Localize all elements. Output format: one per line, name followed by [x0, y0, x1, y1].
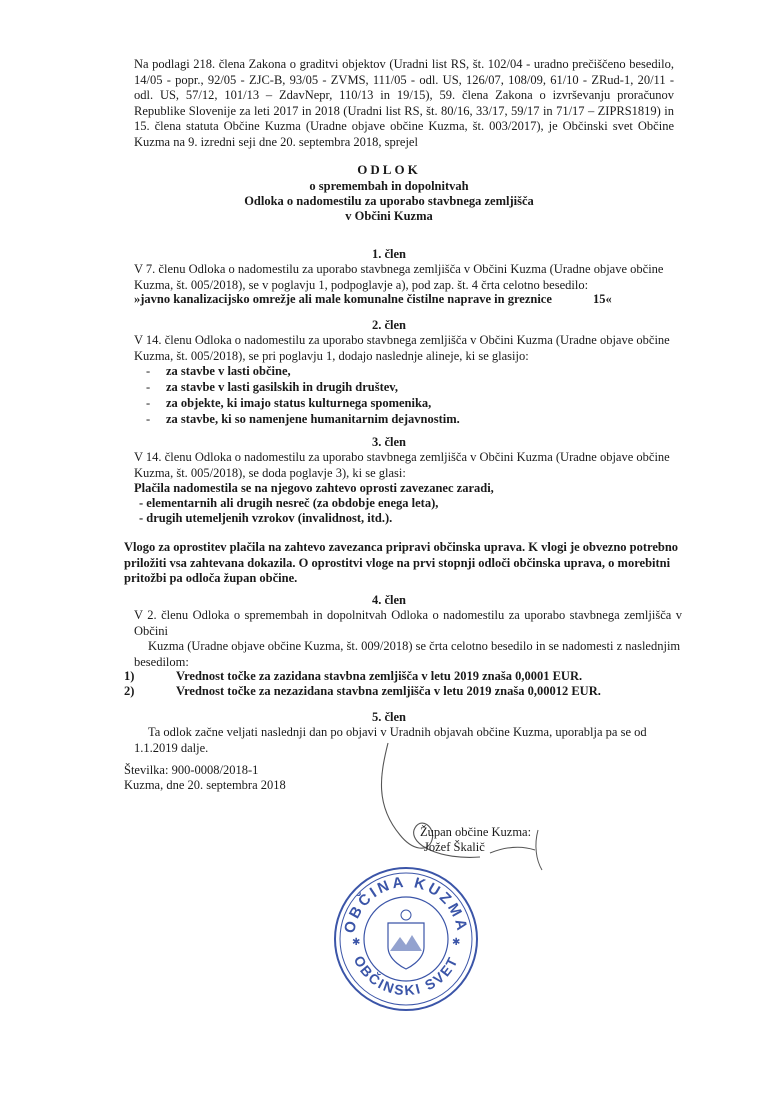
svg-text:✱: ✱: [452, 937, 461, 948]
clen2-dash: -: [146, 380, 151, 394]
clen3-text: V 14. členu Odloka o nadomestilu za uporabo stavbnega zemljišča v Občini Kuzma (Uradne objave občine Kuzma, št. 005/2018), se doda poglavje 3), ki se glasi:: [134, 450, 670, 480]
document-number: Številka: 900-0008/2018-1: [124, 763, 259, 777]
document-title: ODLOK: [357, 162, 421, 177]
clen4-item-2-num: 2): [124, 684, 135, 698]
clen5-heading: 5. člen: [371, 710, 407, 724]
clen3-bold-3: - drugih utemeljenih vzrokov (invalidnost, itd.).: [139, 511, 393, 525]
signer-name: Jožef Škalič: [424, 840, 485, 854]
clen2-dash: -: [146, 364, 151, 378]
intro-paragraph: Na podlagi 218. člena Zakona o graditvi objektov (Uradni list RS, št. 102/04 - uradno prečiščeno besedilo, 14/05 - popr., 92/05 - ZJC-B, 93/05 - ZVMS, 111/05 - odl. US, 126/07, 108/09, 61/10 - ZRud-1, 20/11 - odl. US, 57/12, 101/13 – ZdavNepr, 110/13 in 19/15), 59. člena Zakona o izvrševanju proračunov Republike Slovenije za leti 2017 in 2018 (Uradni list RS, št. 80/16, 33/17, 59/17 in 71/17 – ZIPRS1819) in 15. člena statuta Občine Kuzma (Uradne objave občine Kuzma, št. 003/2017), je Občinski svet Občine Kuzma na 9. izredni seji dne 20. septembra 2018, sprejel: [134, 57, 674, 149]
clen3-bold-paragraph: Vlogo za oprostitev plačila na zahtevo zavezanca pripravi občinska uprava. K vlogi je obvezno potrebno priložiti vsa zahtevana dokazila. O oprostitvi vloge na prvi stopnji odloči občinska uprava, o morebitni pritožbi pa odloča župan občine.: [124, 540, 679, 585]
clen1-bold-line: »javno kanalizacijsko omrežje ali male komunalne čistilne naprave in greznice: [134, 292, 552, 306]
clen4-item-1-text: Vrednost točke za zazidana stavbna zemljišča v letu 2019 znaša 0,0001 EUR.: [176, 669, 583, 683]
clen4-item-1-num: 1): [124, 669, 135, 683]
clen2-bullet-3: za objekte, ki imajo status kulturnega spomenika,: [166, 396, 432, 410]
clen2-dash: -: [146, 396, 151, 410]
clen2-bullet-1: za stavbe v lasti občine,: [166, 364, 291, 378]
clen3-bold-2: - elementarnih ali drugih nesreč (za obdobje enega leta),: [139, 496, 439, 510]
clen2-dash: -: [146, 412, 151, 426]
clen2-bullet-2: za stavbe v lasti gasilskih in drugih društev,: [166, 380, 398, 394]
svg-text:OBČINSKI SVET: OBČINSKI SVET: [350, 953, 462, 999]
clen1-text: V 7. členu Odloka o nadomestilu za uporabo stavbnega zemljišča v Občini Kuzma (Uradne objave občine Kuzma, št. 005/2018), se v poglavju 1, podpoglavje a), pod zap. št. 4 črta celotno besedilo:: [134, 262, 664, 292]
title-line-3: v Občini Kuzma: [345, 209, 433, 223]
clen3-heading: 3. člen: [371, 435, 407, 449]
clen4-text-2: Kuzma (Uradne objave občine Kuzma, št. 009/2018) se črta celotno besedilo in se nadomesti z naslednjim besedilom:: [134, 639, 681, 669]
title-line-1: o spremembah in dopolnitvah: [309, 179, 469, 193]
clen2-text: V 14. členu Odloka o nadomestilu za uporabo stavbnega zemljišča v Občini Kuzma (Uradne objave občine Kuzma, št. 005/2018), se pri poglavju 1, dodajo naslednje alineje, ki se glasijo:: [134, 333, 670, 363]
clen4-heading: 4. člen: [371, 593, 407, 607]
signer-title: Župan občine Kuzma:: [420, 825, 532, 839]
clen5-text: Ta odlok začne veljati naslednji dan po objavi v Uradnih objavah občine Kuzma, uporablja pa se od 1.1.2019 dalje.: [134, 725, 647, 755]
svg-text:✱: ✱: [352, 937, 361, 948]
clen2-heading: 2. člen: [371, 318, 407, 332]
official-seal-icon: [332, 865, 480, 1013]
svg-text:OBČINA KUZMA: OBČINA KUZMA: [341, 873, 471, 935]
clen1-bold-value: 15«: [593, 292, 612, 306]
clen3-bold-1: Plačila nadomestila se na njegovo zahtevo oprosti zavezanec zaradi,: [134, 481, 494, 495]
clen4-text-1: V 2. členu Odloka o spremembah in dopolnitvah Odloka o nadomestilu za uporabo stavbnega zemljišča v Občini: [134, 608, 682, 638]
clen2-bullet-4: za stavbe, ki so namenjene humanitarnim dejavnostim.: [166, 412, 460, 426]
clen4-item-2-text: Vrednost točke za nezazidana stavbna zemljišča v letu 2019 znaša 0,00012 EUR.: [176, 684, 601, 698]
document-date: Kuzma, dne 20. septembra 2018: [124, 778, 286, 792]
clen1-heading: 1. člen: [371, 247, 407, 261]
title-line-2: Odloka o nadomestilu za uporabo stavbnega zemljišča: [244, 194, 534, 208]
